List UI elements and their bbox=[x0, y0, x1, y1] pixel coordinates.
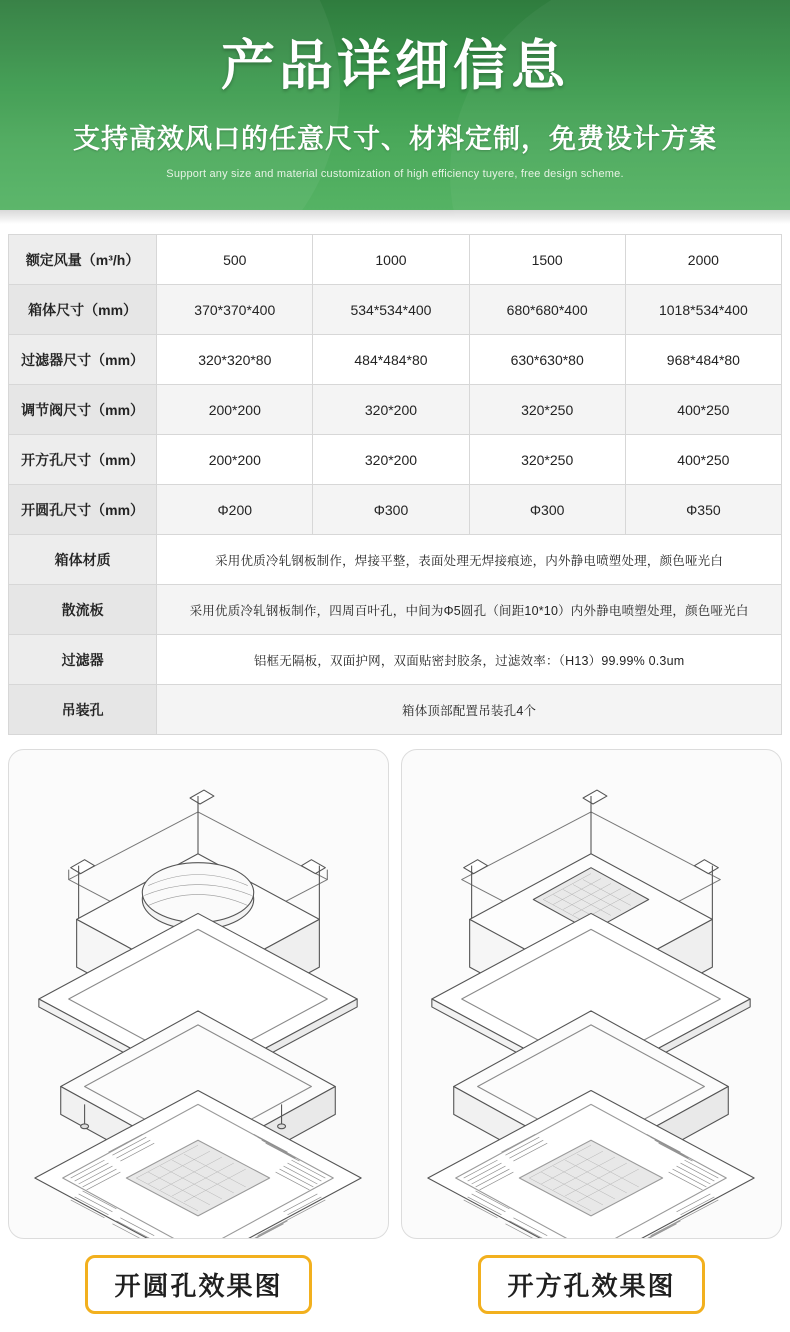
table-cell: 1018*534*400 bbox=[625, 285, 781, 335]
spec-table bbox=[8, 234, 782, 735]
table-cell: 箱体顶部配置吊装孔4个 bbox=[157, 685, 782, 735]
table-cell: 680*680*400 bbox=[469, 285, 625, 335]
table-cell: 200*200 bbox=[157, 435, 313, 485]
table-row bbox=[9, 285, 782, 335]
row-header: 调节阀尺寸（mm） bbox=[9, 385, 157, 435]
row-header: 箱体尺寸（mm） bbox=[9, 285, 157, 335]
table-row bbox=[9, 235, 782, 285]
table-cell: 1500 bbox=[469, 235, 625, 285]
table-row bbox=[9, 585, 782, 635]
table-cell: 968*484*80 bbox=[625, 335, 781, 385]
page-title: 产品详细信息 bbox=[221, 36, 569, 96]
caption-cell-round bbox=[8, 1255, 389, 1314]
table-cell: 采用优质冷轧钢板制作，焊接平整，表面处理无焊接痕迹，内外静电喷塑处理，颜色哑光白 bbox=[157, 535, 782, 585]
table-cell: 534*534*400 bbox=[313, 285, 469, 335]
round-hole-exploded-diagram bbox=[9, 750, 388, 1238]
gallery-card-square[interactable] bbox=[401, 749, 782, 1239]
table-cell: 320*250 bbox=[469, 435, 625, 485]
gallery-cards bbox=[0, 735, 790, 1239]
caption-square-hole: 开方孔效果图 bbox=[478, 1255, 704, 1314]
table-cell: 320*200 bbox=[313, 435, 469, 485]
row-header: 吊装孔 bbox=[9, 685, 157, 735]
table-row bbox=[9, 485, 782, 535]
table-cell: Φ200 bbox=[157, 485, 313, 535]
row-header: 散流板 bbox=[9, 585, 157, 635]
caption-round-hole: 开圆孔效果图 bbox=[85, 1255, 311, 1314]
row-header: 额定风量（m³/h） bbox=[9, 235, 157, 285]
table-cell: 320*320*80 bbox=[157, 335, 313, 385]
table-cell: 484*484*80 bbox=[313, 335, 469, 385]
table-row bbox=[9, 685, 782, 735]
table-row bbox=[9, 435, 782, 485]
gallery-card-round[interactable] bbox=[8, 749, 389, 1239]
table-row bbox=[9, 335, 782, 385]
table-row bbox=[9, 635, 782, 685]
spec-table-section bbox=[0, 234, 790, 735]
table-cell: 2000 bbox=[625, 235, 781, 285]
table-row bbox=[9, 385, 782, 435]
gallery-captions bbox=[0, 1239, 790, 1314]
table-cell: 铝框无隔板，双面护网，双面贴密封胶条，过滤效率：（H13）99.99% 0.3um bbox=[157, 635, 782, 685]
row-header: 开圆孔尺寸（mm） bbox=[9, 485, 157, 535]
banner-content bbox=[0, 0, 790, 180]
table-cell: 320*250 bbox=[469, 385, 625, 435]
table-cell: 采用优质冷轧钢板制作，四周百叶孔，中间为Φ5圆孔（间距10*10）内外静电喷塑处理，颜色哑光白 bbox=[157, 585, 782, 635]
caption-cell-square bbox=[401, 1255, 782, 1314]
row-header: 过滤器 bbox=[9, 635, 157, 685]
table-row bbox=[9, 535, 782, 585]
banner-bottom-strip bbox=[0, 210, 790, 224]
table-cell: 320*200 bbox=[313, 385, 469, 435]
table-cell: 630*630*80 bbox=[469, 335, 625, 385]
row-header: 开方孔尺寸（mm） bbox=[9, 435, 157, 485]
table-cell: 400*250 bbox=[625, 435, 781, 485]
table-cell: 400*250 bbox=[625, 385, 781, 435]
table-cell: 500 bbox=[157, 235, 313, 285]
banner-subtitle: 支持高效风口的任意尺寸、材料定制，免费设计方案 bbox=[73, 123, 717, 154]
table-cell: 1000 bbox=[313, 235, 469, 285]
table-cell: Φ300 bbox=[313, 485, 469, 535]
square-hole-exploded-diagram bbox=[402, 750, 781, 1238]
table-cell: 370*370*400 bbox=[157, 285, 313, 335]
table-cell: Φ300 bbox=[469, 485, 625, 535]
row-header: 箱体材质 bbox=[9, 535, 157, 585]
table-cell: Φ350 bbox=[625, 485, 781, 535]
banner-english-subtitle: Support any size and material customization of high efficiency tuyere, free design scheme. bbox=[166, 167, 624, 180]
row-header: 过滤器尺寸（mm） bbox=[9, 335, 157, 385]
table-cell: 200*200 bbox=[157, 385, 313, 435]
header-banner bbox=[0, 0, 790, 224]
